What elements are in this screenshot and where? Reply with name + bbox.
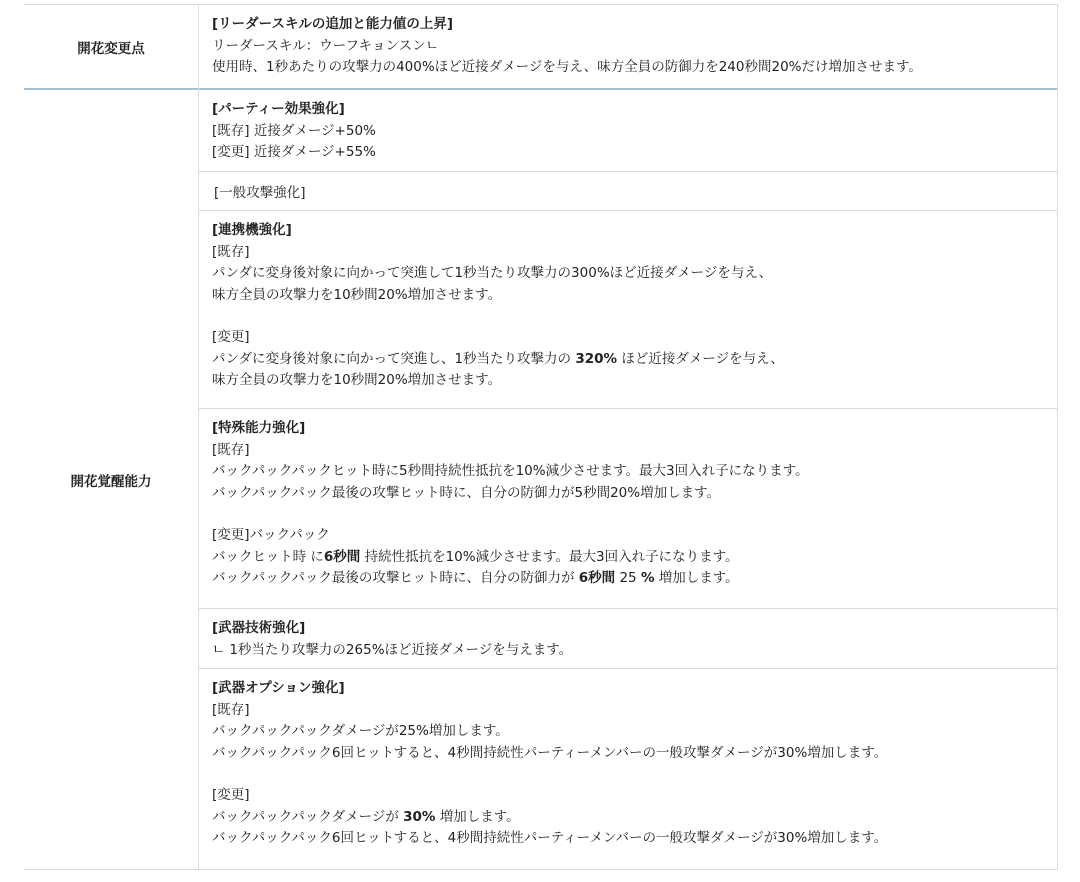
cell-title: [連携機強化] xyxy=(212,222,292,238)
normal-attack-cell xyxy=(198,177,1058,211)
before-text: [既存] 近接ダメージ+50% xyxy=(212,122,376,139)
text-part: 増加します。 xyxy=(654,570,739,586)
before-text: バックパックパックヒット時に5秒間持続性抵抗を10%減少させます。最大3回入れ子になります。 xyxy=(212,463,809,479)
cell-title: [特殊能力強化] xyxy=(212,420,306,436)
weapon-tech-cell xyxy=(198,612,1058,667)
bottom-border xyxy=(24,869,1058,870)
before-text: バックパックパックダメージが25%増加します。 xyxy=(212,723,509,739)
cell-title: [パーティー効果強化] xyxy=(212,101,345,117)
weapon-option-cell xyxy=(198,672,1058,856)
party-effect-cell xyxy=(198,93,1058,170)
emphasis: 6秒間 xyxy=(323,548,361,565)
after-text: [変更] 近接ダメージ+55% xyxy=(212,144,376,160)
after-label: [変更] xyxy=(212,787,250,803)
text-part: ほど近接ダメージを与え、 xyxy=(617,350,784,367)
cell-title: [武器オプション強化] xyxy=(212,680,345,696)
after-text xyxy=(212,349,1044,371)
section-content xyxy=(198,8,1058,85)
emphasis: 320% xyxy=(575,350,618,367)
after-text: 味方全員の攻撃力を10秒間20%増加させます。 xyxy=(212,372,502,388)
before-text: バックパックパック6回ヒットすると、4秒間持続性パーティーメンバーの一般攻撃ダメージが30%増加します。 xyxy=(212,744,888,761)
after-text: バックパックパック6回ヒットすると、4秒間持続性パーティーメンバーの一般攻撃ダメージが30%増加します。 xyxy=(212,830,888,846)
emphasis: 6秒間 xyxy=(578,570,616,586)
before-label: [既存] xyxy=(212,701,250,718)
after-text xyxy=(212,547,1044,569)
section-label: 開花変更点 xyxy=(77,40,145,57)
after-text xyxy=(212,568,1044,590)
emphasis: % xyxy=(640,570,655,586)
text-part: 増加します。 xyxy=(435,808,520,825)
section-label: 開花覚醒能力 xyxy=(70,473,152,490)
before-text: バックパックパック最後の攻撃ヒット時に、自分の防御力が5秒間20%増加します。 xyxy=(212,484,720,501)
combo-cell xyxy=(198,214,1058,398)
section-bloom-changes xyxy=(24,5,1058,88)
text-part: バックパックパック最後の攻撃ヒット時に、自分の防御力が xyxy=(212,570,579,586)
cell-text: ㄴ 1秒当たり攻撃力の265%ほど近接ダメージを与えます。 xyxy=(212,641,573,658)
emphasis: 30% xyxy=(403,808,436,825)
before-text: パンダに変身後対象に向かって突進して1秒当たり攻撃力の300%ほど近接ダメージを与え、 xyxy=(212,265,773,281)
text-part: 25 xyxy=(615,570,641,586)
leader-skill-desc: 使用時、1秒あたりの攻撃力の400%ほど近接ダメージを与え、味方全員の防御力を240秒間20%だけ増加させます。 xyxy=(212,59,922,75)
cell-title: [一般攻撃強化] xyxy=(214,185,306,201)
text-part: バックヒット時 に xyxy=(212,548,324,565)
cell-title: [武器技術強化] xyxy=(212,620,306,636)
cell-title: [リーダースキルの追加と能力値の上昇] xyxy=(212,16,454,32)
text-part: バックパックパックダメージが xyxy=(212,808,404,825)
special-ability-cell xyxy=(198,412,1058,596)
before-text: 味方全員の攻撃力を10秒間20%増加させます。 xyxy=(212,286,502,303)
after-text xyxy=(212,807,1044,829)
text-part: 持続性抵抗を10%減少させます。最大3回入れ子になります。 xyxy=(360,548,739,565)
before-label: [既存] xyxy=(212,243,250,260)
leader-skill-name: リーダースキル：ウーフキョンスンㄴ xyxy=(212,37,439,54)
before-label: [既存] xyxy=(212,441,250,458)
after-label: [変更] xyxy=(212,329,250,345)
text-part: パンダに変身後対象に向かって突進し、1秒当たり攻撃力の xyxy=(212,350,576,367)
after-label: [変更]バックパック xyxy=(212,527,330,543)
